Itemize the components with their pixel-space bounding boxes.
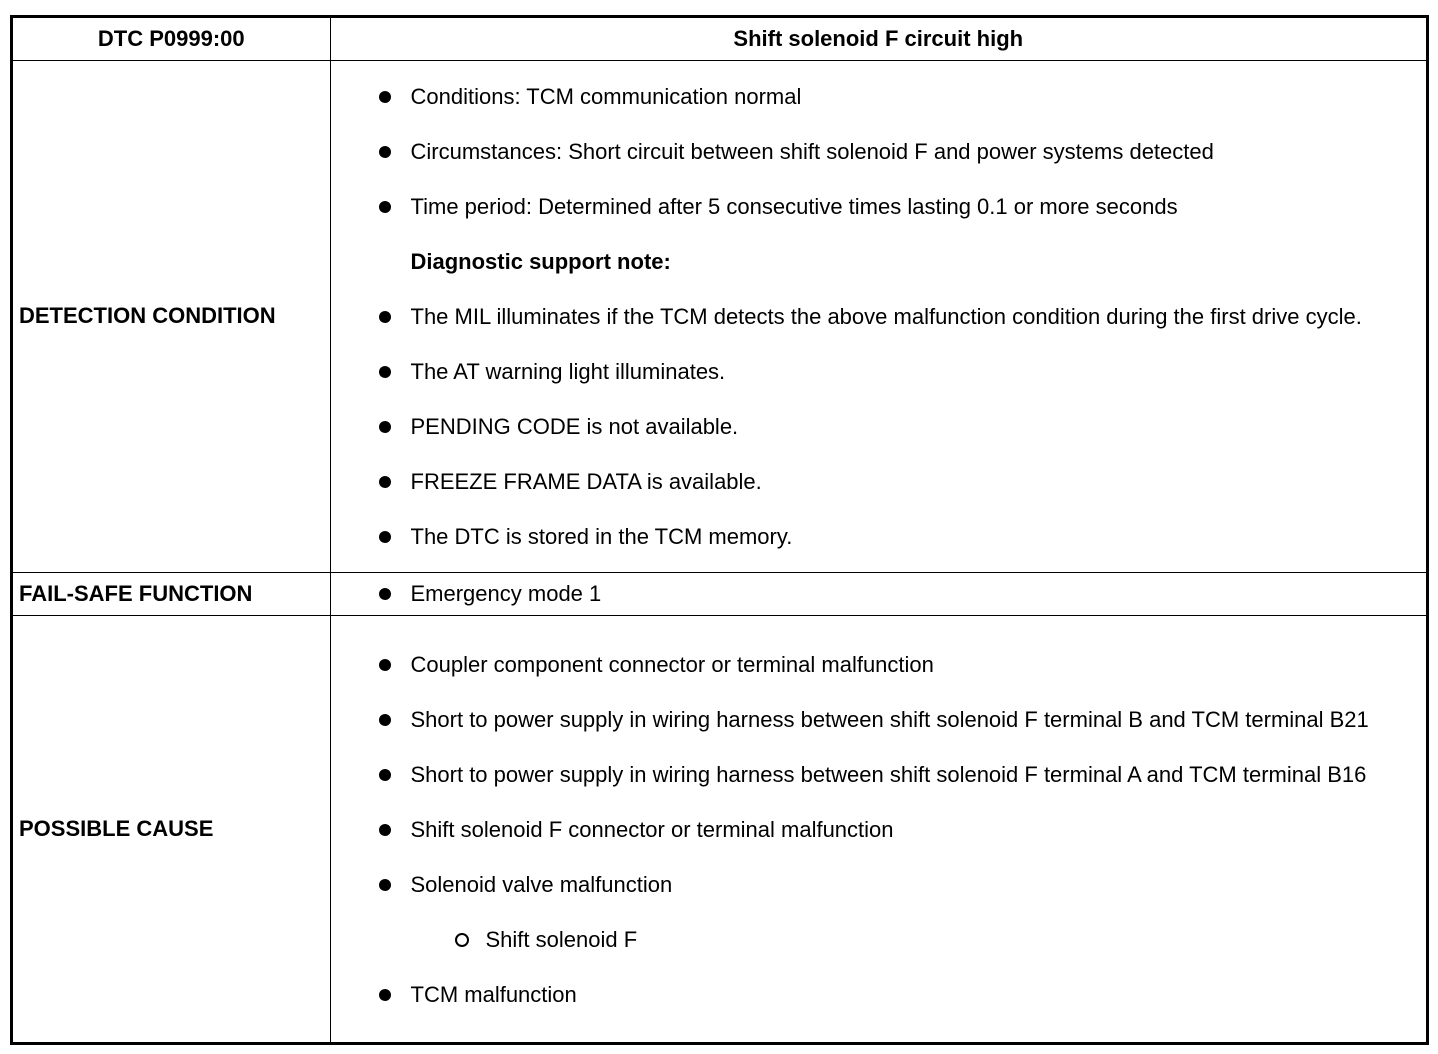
bullet-icon [379, 879, 391, 891]
bullet-icon [379, 91, 391, 103]
dtc-code: DTC P0999:00 [13, 18, 330, 60]
bullet-icon [379, 531, 391, 543]
list-item: Coupler component connector or terminal malfunction [331, 650, 1427, 680]
cause-row [13, 615, 1426, 1042]
failsafe-list [331, 579, 1427, 609]
fail-safe-label: FAIL-SAFE FUNCTION [13, 572, 330, 615]
list-item: Short to power supply in wiring harness between shift solenoid F terminal A and TCM terminal B16 [331, 760, 1427, 790]
list-item: The AT warning light illuminates. [331, 357, 1427, 387]
possible-cause-label: POSSIBLE CAUSE [13, 615, 330, 1042]
bullet-icon [379, 311, 391, 323]
bullet-icon [379, 146, 391, 158]
detection-row [13, 60, 1426, 572]
possible-cause-content [330, 615, 1426, 1042]
list-item: Circumstances: Short circuit between shift solenoid F and power systems detected [331, 137, 1427, 167]
fail-safe-content [330, 572, 1426, 615]
list-item: The MIL illuminates if the TCM detects the above malfunction condition during the first drive cycle. [331, 302, 1427, 332]
list-item: FREEZE FRAME DATA is available. [331, 467, 1427, 497]
detection-condition-label: DETECTION CONDITION [13, 60, 330, 572]
dtc-table [13, 18, 1426, 1042]
bullet-icon [379, 588, 391, 600]
cause-list [331, 650, 1427, 1010]
bullet-icon [379, 769, 391, 781]
list-item: Emergency mode 1 [331, 579, 1427, 609]
header-row [13, 18, 1426, 60]
bullet-icon [379, 421, 391, 433]
list-item: Shift solenoid F connector or terminal malfunction [331, 815, 1427, 845]
detection-list [331, 82, 1427, 552]
diagnostic-note-heading: Diagnostic support note: [410, 249, 671, 274]
list-item: TCM malfunction [331, 980, 1427, 1010]
dtc-table-frame [10, 15, 1429, 1045]
list-item: Short to power supply in wiring harness between shift solenoid F terminal B and TCM terminal B21 [331, 705, 1427, 735]
sub-list-item: Shift solenoid F [331, 925, 1427, 955]
list-item: PENDING CODE is not available. [331, 412, 1427, 442]
detection-condition-content [330, 60, 1426, 572]
hollow-bullet-icon [455, 933, 469, 947]
bullet-icon [379, 366, 391, 378]
bullet-icon [379, 714, 391, 726]
list-item: Conditions: TCM communication normal [331, 82, 1427, 112]
dtc-description: Shift solenoid F circuit high [330, 18, 1426, 60]
bullet-icon [379, 989, 391, 1001]
bullet-icon [379, 476, 391, 488]
list-item: Solenoid valve malfunction [331, 870, 1427, 900]
bullet-icon [379, 824, 391, 836]
list-item: The DTC is stored in the TCM memory. [331, 522, 1427, 552]
bullet-icon [379, 201, 391, 213]
bullet-icon [379, 659, 391, 671]
failsafe-row [13, 572, 1426, 615]
list-item: Time period: Determined after 5 consecutive times lasting 0.1 or more seconds [331, 192, 1427, 222]
